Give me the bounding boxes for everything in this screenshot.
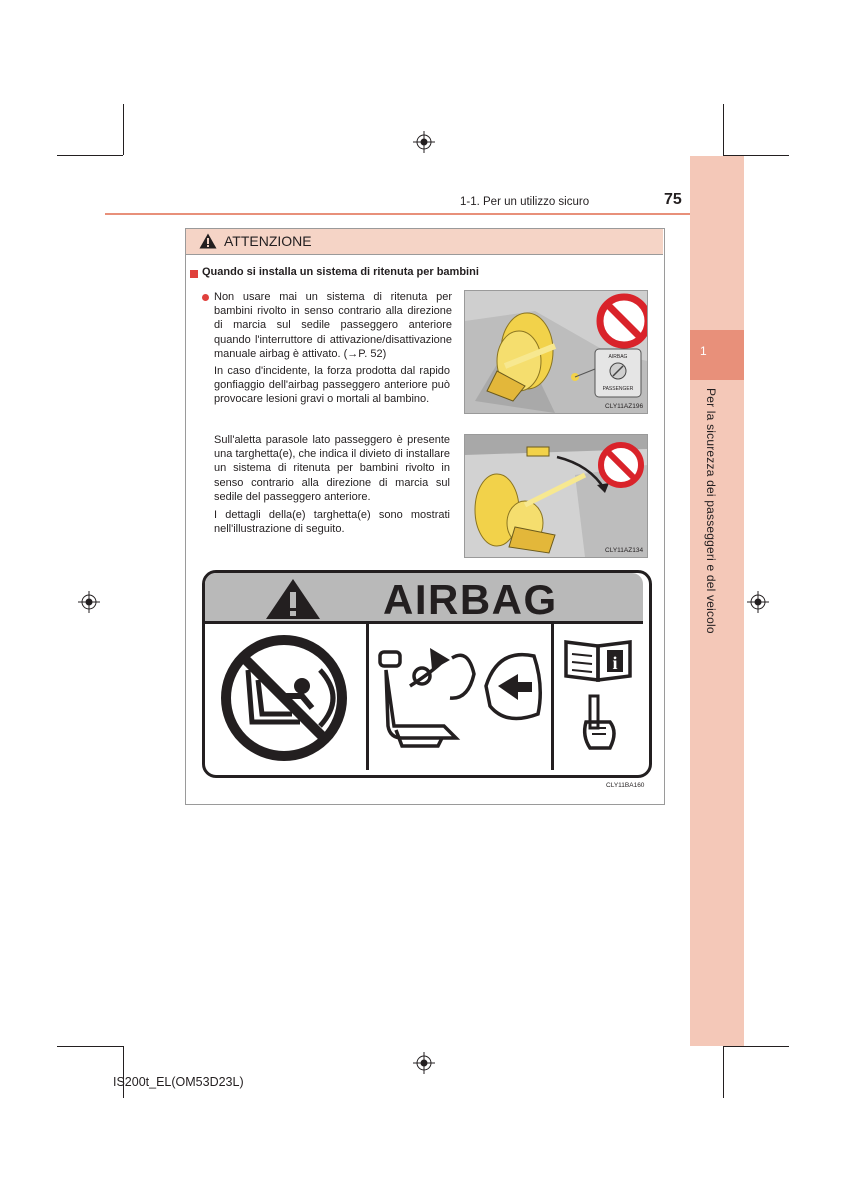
warning-subheading: Quando si installa un sistema di ritenuta per bambini [202,266,479,278]
warning-paragraph: Sull'aletta parasole lato passeggero è presente una targhetta(e), che indica il divieto di installare un sistema di ritenuta per bambini rivolto in senso contrario alla direzione di marcia sul sedile del passeggero anteriore. [214,434,450,503]
warning-paragraph: In caso d'incidente, la forza prodotta dal rapido gonfiaggio dell'airbag passeggero anteriore può provocare lesioni gravi o mortali al bambino. [214,365,450,406]
crop-mark [123,104,124,155]
chapter-number-box [690,330,744,380]
figure-sun-visor [464,434,648,558]
read-manual-icon [560,636,638,764]
registration-mark-icon [413,131,435,153]
figure-airbag-switch [464,290,648,414]
header-rule [105,213,690,215]
chapter-title: Per la sicurezza dei passeggeri e del veicolo [704,388,718,634]
no-rear-facing-seat-icon [210,630,360,766]
chapter-number: 1 [700,344,707,358]
crop-mark [57,1046,123,1047]
warning-triangle-icon [265,578,321,620]
footer-model-code: IS200t_EL(OM53D23L) [113,1075,244,1089]
switch-label-bottom: PASSENGER [602,386,634,392]
registration-mark-icon [78,591,100,613]
airbag-label-title: AIRBAG [383,576,558,623]
bullet-dot [202,294,209,301]
warning-title: ATTENZIONE [224,233,312,249]
seat-airbag-deploy-icon [372,634,548,764]
crop-mark [57,155,123,156]
section-title: 1-1. Per un utilizzo sicuro [460,196,590,208]
section-bullet [190,270,198,278]
warning-paragraph: I dettagli della(e) targhetta(e) sono mostrati nell'illustrazione di seguito. [214,509,450,536]
figure-code: CLY11BA160 [606,782,645,789]
warning-paragraph: Non usare mai un sistema di ritenuta per bambini rivolto in senso contrario alla direzione di marcia sul sedile passeggero anteriore quando l'interruttore di attivazione/disattivazione manuale airbag è attivato. (→P. 52) [214,291,452,360]
registration-mark-icon [747,591,769,613]
sun-visor-illustration [465,435,647,557]
svg-text:i: i [612,653,618,673]
crop-mark [123,1046,124,1098]
figure-code: CLY11AZ134 [605,547,644,554]
crop-mark [723,104,724,155]
figure-code: CLY11AZ196 [605,403,644,410]
registration-mark-icon [413,1052,435,1074]
warning-triangle-icon [199,233,217,249]
label-divider [551,624,554,770]
switch-label-top: AIRBAG [608,354,628,360]
airbag-switch-illustration [465,291,647,413]
page-number: 75 [664,191,682,208]
crop-mark [723,1046,724,1098]
crop-mark [723,1046,789,1047]
label-divider [366,624,369,770]
